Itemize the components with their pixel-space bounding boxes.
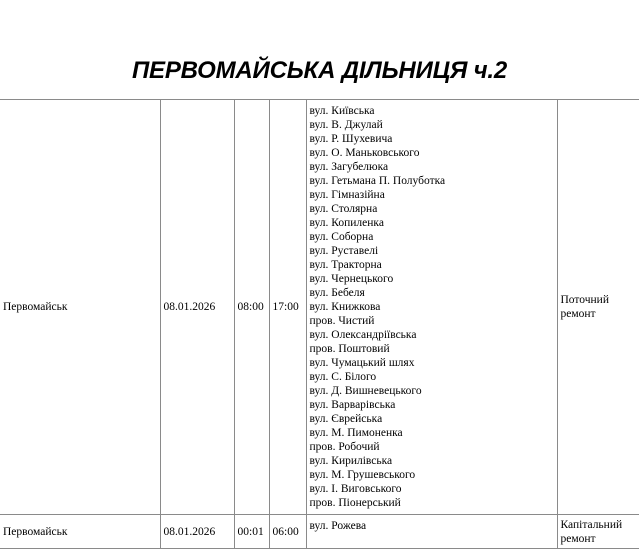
- street-item: пров. Робочий: [309, 441, 380, 453]
- time-to-cell: 17:00: [269, 100, 306, 515]
- date-cell: 08.01.2026: [160, 100, 234, 515]
- street-item: вул. Руставелі: [309, 245, 379, 257]
- street-list: [310, 519, 554, 533]
- street-item: пров. Піонерський: [309, 497, 401, 509]
- street-item: вул. Єврейська: [309, 413, 383, 425]
- date-cell: 08.01.2026: [160, 515, 234, 549]
- table-row: [0, 100, 639, 515]
- outage-schedule-table: [0, 99, 639, 549]
- work-type-cell: Капітальний ремонт: [557, 515, 639, 549]
- streets-cell: [306, 100, 557, 515]
- street-item: вул. Р. Шухевича: [309, 133, 393, 145]
- street-item: вул. Соборна: [309, 231, 374, 243]
- street-item: вул. В. Джулай: [309, 119, 383, 131]
- street-item: вул. Загубелюка: [309, 161, 389, 173]
- locality-cell: Первомайськ: [0, 100, 160, 515]
- street-item: вул. О. Маньковського: [309, 147, 420, 159]
- street-item: вул. Книжкова: [309, 301, 381, 313]
- street-item: вул. М. Пимоненка: [309, 427, 403, 439]
- street-item: вул. Гетьмана П. Полуботка: [309, 175, 446, 187]
- street-list: [310, 104, 554, 510]
- street-item: пров. Поштовий: [309, 343, 390, 355]
- street-item: вул. Варварівська: [309, 399, 396, 411]
- street-item: вул. Копиленка: [309, 217, 384, 229]
- street-item: вул. Д. Вишневецького: [309, 385, 422, 397]
- street-item: вул. Тракторна: [309, 259, 382, 271]
- street-item: вул. С. Білого: [309, 371, 377, 383]
- street-item: пров. Чистий: [309, 315, 375, 327]
- street-item: вул. Столярна: [309, 203, 378, 215]
- table-row: [0, 515, 639, 549]
- work-type-cell: Поточний ремонт: [557, 100, 639, 515]
- time-to-cell: 06:00: [269, 515, 306, 549]
- street-item: вул. Бебеля: [309, 287, 365, 299]
- time-from-cell: 08:00: [234, 100, 269, 515]
- street-item: вул. М. Грушевського: [309, 469, 416, 481]
- locality-cell: Первомайськ: [0, 515, 160, 549]
- street-item: вул. Олександріївська: [309, 329, 417, 341]
- street-item: вул. Чернецького: [309, 273, 394, 285]
- street-item: вул. Гімназійна: [309, 189, 385, 201]
- street-item: вул. Кирилівська: [309, 455, 393, 467]
- streets-cell: [306, 515, 557, 549]
- street-item: вул. Київська: [309, 105, 375, 117]
- street-item: вул. І. Виговського: [309, 483, 402, 495]
- street-item: вул. Рожева: [309, 520, 367, 532]
- street-item: вул. Чумацький шлях: [309, 357, 415, 369]
- time-from-cell: 00:01: [234, 515, 269, 549]
- page-title: ПЕРВОМАЙСЬКА ДІЛЬНИЦЯ ч.2: [131, 57, 508, 84]
